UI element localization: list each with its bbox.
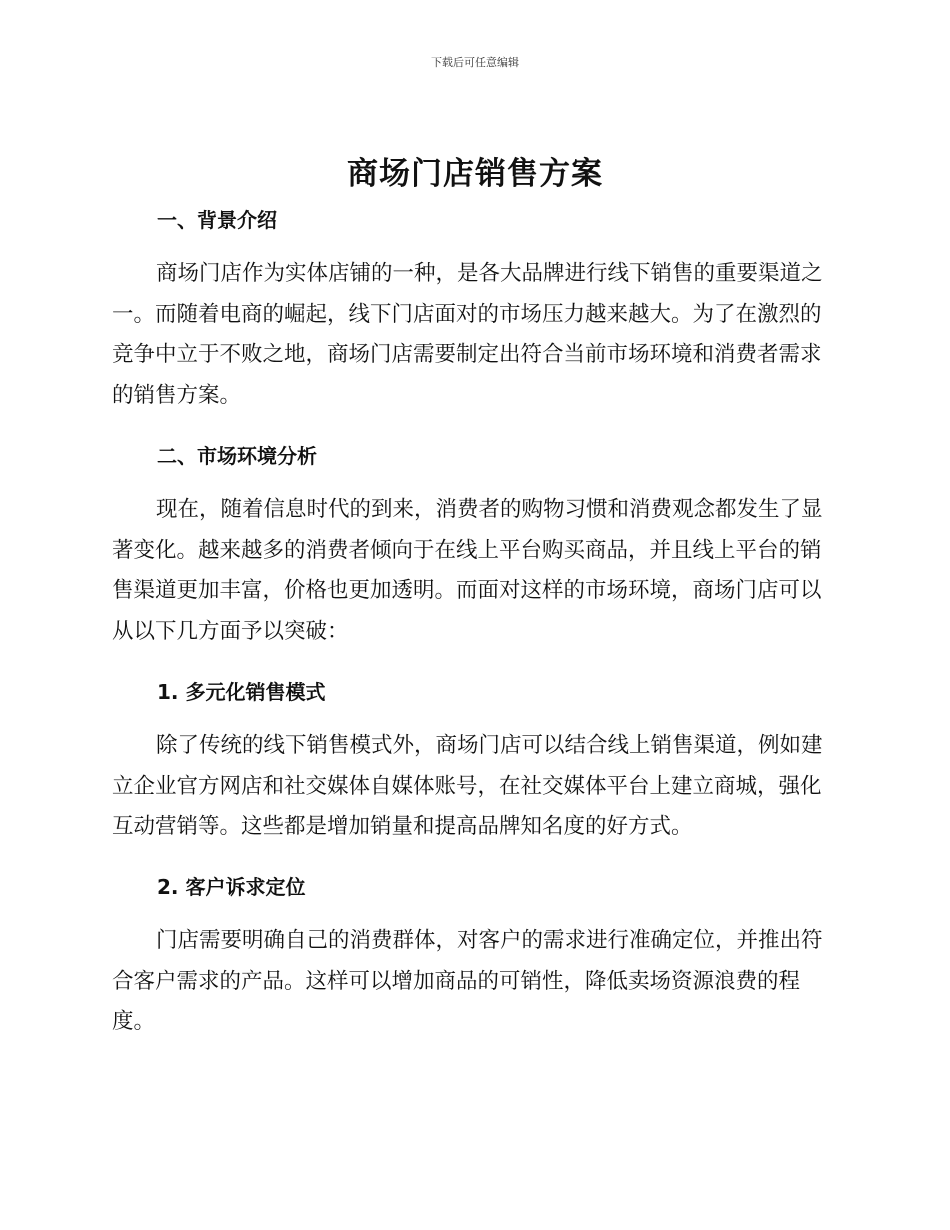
paragraph-line: 一。而随着电商的崛起，线下门店面对的市场压力越来越大。为了在激烈的 — [112, 301, 822, 327]
paragraph-line: 除了传统的线下销售模式外，商场门店可以结合线上销售渠道，例如建 — [156, 733, 823, 758]
section-paragraph-background — [112, 254, 832, 416]
paragraph-line: 现在，随着信息时代的到来，消费者的购物习惯和消费观念都发生了显 — [156, 497, 823, 522]
paragraph-line: 商场门店作为实体店铺的一种，是各大品牌进行线下销售的重要渠道之 — [156, 261, 823, 286]
section-paragraph-market-analysis — [112, 490, 832, 652]
section-heading-market-analysis: 二、市场环境分析 — [157, 444, 317, 468]
paragraph-line: 合客户需求的产品。这样可以增加商品的可销性，降低卖场资源浪费的程 — [112, 968, 801, 994]
document-title: 商场门店销售方案 — [347, 156, 603, 192]
paragraph-line: 从以下几方面予以突破： — [112, 618, 349, 644]
section-paragraph-customer-positioning — [112, 921, 832, 1043]
paragraph-line: 立企业官方网店和社交媒体自媒体账号，在社交媒体平台上建立商城，强化 — [112, 773, 822, 799]
section-heading-background: 一、背景介绍 — [157, 208, 277, 232]
section-paragraph-diversified-sales — [112, 726, 832, 848]
paragraph-line: 互动营销等。这些都是增加销量和提高品牌知名度的好方式。 — [112, 814, 693, 839]
paragraph-line: 竞争中立于不败之地，商场门店需要制定出符合当前市场环境和消费者需求 — [112, 342, 822, 367]
page-header-note: 下载后可任意编辑 — [431, 56, 519, 69]
paragraph-line: 的销售方案。 — [112, 382, 242, 408]
section-heading-diversified-sales: 1. 多元化销售模式 — [157, 680, 326, 704]
paragraph-line: 度。 — [112, 1009, 156, 1034]
paragraph-line: 售渠道更加丰富，价格也更加透明。而面对这样的市场环境，商场门店可以 — [112, 578, 822, 603]
paragraph-line: 门店需要明确自己的消费群体，对客户的需求进行准确定位，并推出符 — [156, 928, 823, 953]
paragraph-line: 著变化。越来越多的消费者倾向于在线上平台购买商品，并且线上平台的销 — [112, 537, 822, 563]
section-heading-customer-positioning: 2. 客户诉求定位 — [157, 875, 306, 899]
